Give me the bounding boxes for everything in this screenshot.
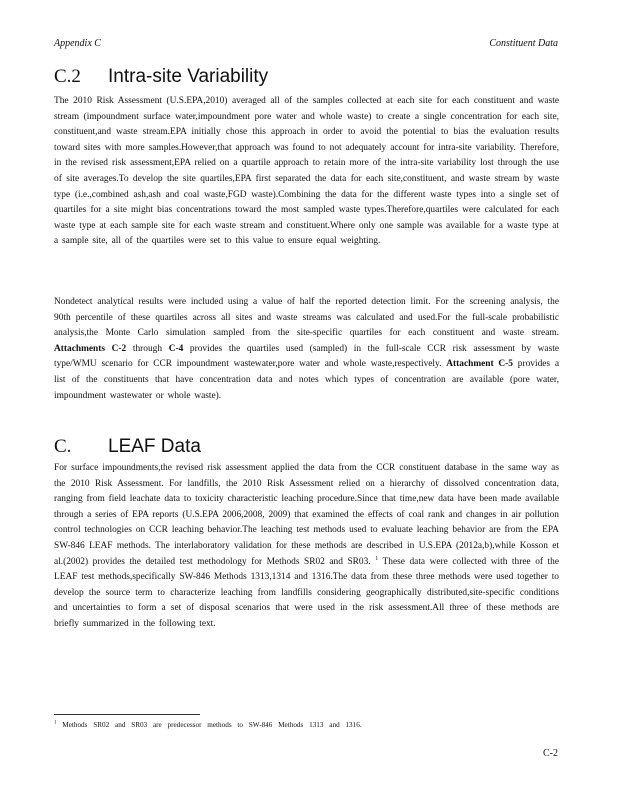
running-header: [54, 38, 558, 49]
attachment-reference: Attachment C-5: [446, 359, 513, 370]
footnote: [54, 721, 362, 729]
paragraph-text: provides a list of the constituents that have concentration data and notes which types of concentration are available (pore water, impoundment wastewater or whole waste).: [54, 359, 560, 401]
page-number: C-2: [543, 748, 558, 759]
header-section-label: Constituent Data: [489, 38, 558, 49]
attachment-reference: C-4: [168, 343, 184, 354]
footnote-marker: 1: [54, 720, 57, 726]
section-heading-leaf-data: [54, 436, 201, 458]
footnote-text: Methods SR02 and SR03 are predecessor methods to SW-846 Methods 1313 and 1316.: [62, 721, 362, 729]
paragraph-text: through: [126, 343, 169, 354]
section-number: C.: [54, 436, 72, 457]
attachment-reference: Attachments C-2: [54, 343, 127, 354]
paragraph-text: Nondetect analytical results were included using a value of half the reported detection limit. For the screening analysis, the 90th percentile of these quartiles across all sites and waste streams was calculated and used.For the full-scale probabilistic analysis,the Monte Carlo simulation sampled from the site-specific quartiles for each constituent and waste stream.: [54, 297, 559, 339]
paragraph-text: For surface impoundments,the revised risk assessment applied the data from the CCR constituent database in the same way as the 2010 Risk Assessment. For landfills, the 2010 Risk Assessment relied on a hierarchy of dissolved concentration data, ranging from field leachate data to toxicity characteristic leaching procedure.Since that time,new data have been made available through a series of EPA reports (U.S.EPA 2006,2008, 2009) that examined the effects of coal rank and changes in air pollution control technologies on CCR leaching behavior.The leaching test methods used to evaluate leaching behavior are from the EPA SW-846 LEAF methods. The interlaboratory validation for these methods are described in U.S.EPA (2012a,b),while Kosson et al.(2002) provides the detailed test methodology for Methods SR02 and SR03.: [54, 463, 559, 567]
section-heading-intra-site-variability: [54, 66, 268, 88]
paragraph-text: These data were collected with three of the LEAF test methods,specifically SW-846 Methods 1313,1314 and 1316.The data from these three methods were used together to develop the source term to characterize leaching from landfills considering geographically distributed,site-specific conditions and uncertainties to form a set of disposal scenarios that were used in the risk assessment.All three of these methods are briefly summarized in the following text.: [54, 556, 559, 629]
paragraph-intra-site-variability: The 2010 Risk Assessment (U.S.EPA,2010) averaged all of the samples collected at each site for each constituent and waste stream (impoundment surface water,impoundment pore water and whole waste) to create a single concentration for each site, constituent,and waste stream.EPA initially chose this approach in order to avoid the potential to bias the evaluation results toward sites with more samples.However,that approach was found to not adequately account for intra-site variability. Therefore, in the revised risk assessment,EPA relied on a quartile approach to retain more of the intra-site variability lost through the use of site averages.To develop the site quartiles,EPA first separated the data for each site,constituent, and waste stream by waste type (i.e.,combined ash,ash and coal waste,FGD waste).Combining the data for the different waste types into a single set of quartiles for a site might bias concentrations toward the most sampled waste types.Therefore,quartiles were calculated for each waste type at each sample site for each waste stream and constituent.Where only one sample was available for a waste type at a sample site, all of the quartiles were set to this value to ensure equal weighting.: [54, 96, 559, 247]
section-number: C.2: [54, 66, 81, 87]
header-appendix-label: Appendix C: [54, 38, 101, 49]
paragraph-text: provides the quartiles used (sampled) in the full-scale CCR risk assessment by waste type/WMU scenario for CCR impoundment wastewater,pore water and whole waste,respectively.: [54, 343, 559, 370]
footnote-divider: [54, 714, 200, 715]
paragraph-nondetect-results: [54, 295, 559, 404]
footnote-reference[interactable]: 1: [375, 555, 379, 562]
paragraph-leaf-data: [54, 461, 559, 633]
section-title: LEAF Data: [108, 436, 201, 457]
section-title: Intra-site Variability: [108, 66, 269, 87]
